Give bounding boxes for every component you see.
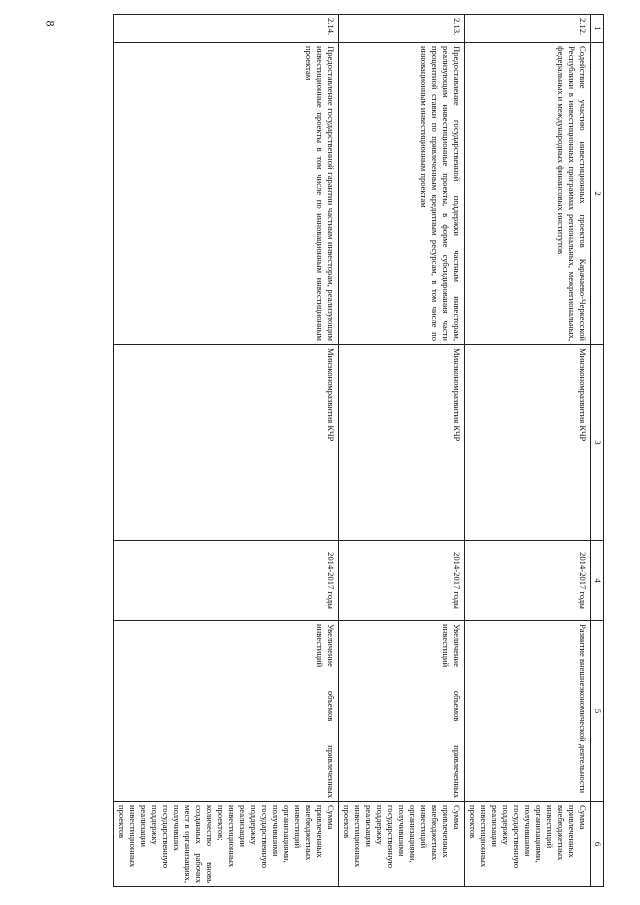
header-col-5: 5 [591,621,604,802]
period-text: 2014-2017 годы [114,541,339,621]
header-col-6: 6 [591,802,604,887]
direction-text: Увеличение объемов привлеченных инвестиций [339,621,465,802]
period-text: 2014-2017 годы [339,541,465,621]
row-number: 2.12. [465,15,591,43]
header-col-1: 1 [591,15,604,43]
indicator-text: Сумма привлеченных внебюджетных инвестиций организациями, получившими государственную поддержку реализации инвестиционных проектов; количество вновь созданных рабочих мест в организациях, получивших государственную поддержку реализации инвестиционных проектов [114,802,339,887]
indicator-text: Сумма привлеченных внебюджетных инвестиций организациями, получившими государственную поддержку реализации инвестиционных проектов [339,802,465,887]
table-row [339,15,465,887]
measure-text: Содействие участию инвестиционных проектов Карачаево-Черкесской Республики в инвестиционных программах региональных, межрегиональных, федеральных и международных финансовых институтов [465,43,591,345]
table-row [465,15,591,887]
period-text: 2014-2017 годы [465,541,591,621]
header-col-2: 2 [591,43,604,345]
measures-table [113,14,604,887]
direction-text: Увеличение объемов привлеченных инвестиций [114,621,339,802]
direction-text: Развитие внешнеэкономической деятельности [465,621,591,802]
header-row [591,15,604,887]
rotated-table-container [84,14,604,884]
header-col-4: 4 [591,541,604,621]
table-row [114,15,339,887]
row-number: 2.13. [339,15,465,43]
measure-text: Предоставление государственной гарантии частным инвесторам, реализующим инвестиционные проекты в том числе по инновационным инвестиционным проектам [114,43,339,345]
row-number: 2.14. [114,15,339,43]
executor-text: Минэкономразвития КЧР [339,345,465,541]
indicator-text: Сумма привлеченных внебюджетных инвестиций организациями, получившими государственную поддержку реализации инвестиционных проектов [465,802,591,887]
page-number: 8 [43,20,58,27]
measure-text: Предоставление государственной поддержки частным инвесторам, реализующим инвестиционные проекты, в форме субсидирования части процентной ставки по привлеченным кредитным ресурсам, в том числе по инновационным инвестиционным проектам [339,43,465,345]
header-col-3: 3 [591,345,604,541]
executor-text: Минэкономразвития КЧР [114,345,339,541]
executor-text: Минэкономразвития КЧР [465,345,591,541]
